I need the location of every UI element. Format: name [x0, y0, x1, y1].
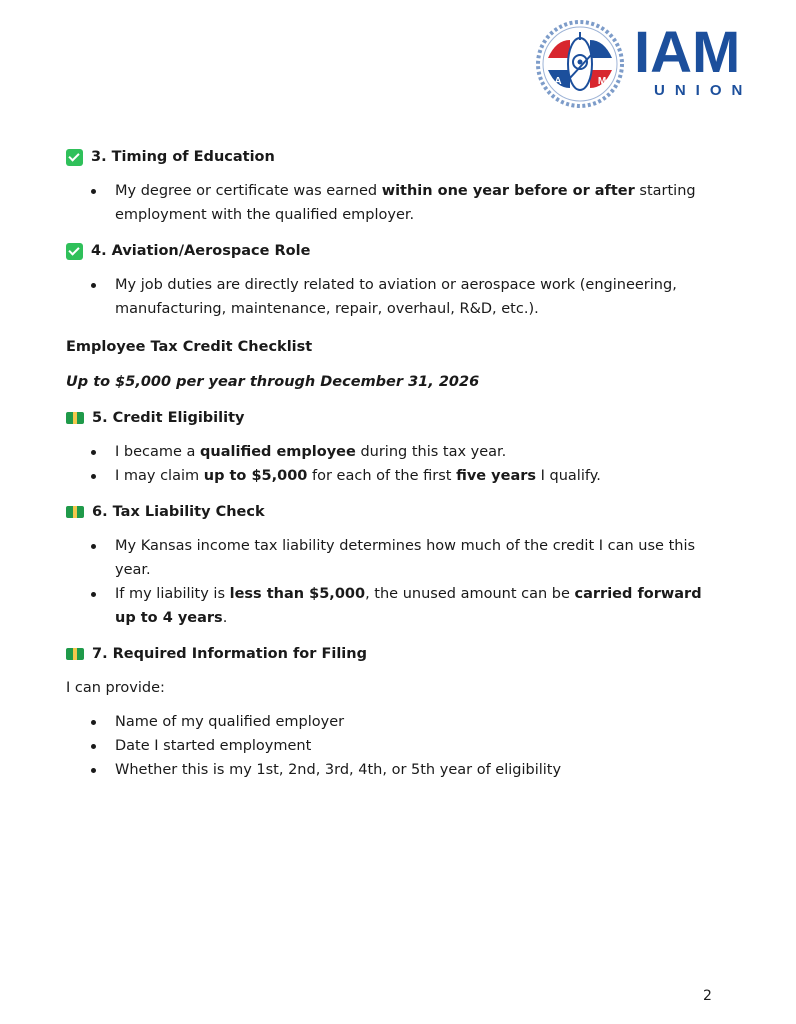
- bullet-list: [66, 710, 726, 782]
- iam-union-logo: [534, 18, 764, 110]
- list-item: [66, 440, 726, 464]
- list-item: [66, 582, 726, 630]
- bullet-list: [66, 440, 726, 488]
- section-heading: [66, 145, 726, 169]
- text-run: I may claim: [115, 468, 204, 484]
- text-run: My Kansas income tax liability determines how much of the credit I can use this year.: [115, 538, 696, 578]
- text-run: Name of my qualified employer: [115, 714, 345, 730]
- section-intro: I can provide:: [66, 680, 165, 696]
- list-item: [66, 273, 726, 321]
- checklist-section: [66, 642, 726, 782]
- section-heading-text: 3. Timing of Education: [91, 149, 275, 165]
- list-item: [66, 464, 726, 488]
- bold-text: less than $5,000: [229, 586, 366, 602]
- section-heading: [66, 642, 726, 666]
- section-heading-text: 7. Required Information for Filing: [92, 646, 367, 662]
- text-run: , the unused amount can be: [365, 586, 575, 602]
- section-heading: [66, 406, 726, 430]
- section-heading-text: 4. Aviation/Aerospace Role: [91, 243, 311, 259]
- text-run: I qualify.: [536, 468, 601, 484]
- text-run: starting employment with the qualified employer.: [115, 183, 696, 223]
- checklist-subtitle: Up to $5,000 per year through December 31, 2026: [66, 374, 480, 390]
- bold-text: five years: [456, 468, 537, 484]
- bold-text: carried forward up to 4 years: [115, 586, 702, 626]
- money-icon: [66, 648, 84, 660]
- credit-sections: [66, 406, 726, 782]
- iam-seal-icon: [534, 18, 626, 110]
- seal-letter-a: A: [554, 76, 562, 87]
- bold-text: up to $5,000: [203, 468, 308, 484]
- check-box-icon: [66, 149, 83, 166]
- text-run: If my liability is: [115, 586, 230, 602]
- section-heading: [66, 239, 726, 263]
- text-run: My job duties are directly related to aviation or aerospace work (engineering, manufacturing, maintenance, repair, overhaul, R&D, etc.).: [115, 277, 677, 317]
- section-heading: [66, 500, 726, 524]
- money-icon: [66, 412, 84, 424]
- logo-subtitle: UNION: [654, 82, 753, 99]
- checklist-title: Employee Tax Credit Checklist: [66, 339, 313, 355]
- text-run: during this tax year.: [355, 444, 507, 460]
- text-run: .: [222, 610, 228, 626]
- bullet-list: [66, 534, 726, 630]
- text-run: for each of the first: [307, 468, 457, 484]
- list-item: [66, 710, 726, 734]
- seal-letter-m: M: [597, 76, 607, 87]
- logo-wordmark: IAM: [634, 20, 741, 85]
- money-icon: [66, 506, 84, 518]
- checklist-section: [66, 239, 726, 321]
- list-item: [66, 179, 726, 227]
- list-item: [66, 734, 726, 758]
- check-box-icon: [66, 243, 83, 260]
- text-run: Whether this is my 1st, 2nd, 3rd, 4th, or 5th year of eligibility: [115, 762, 562, 778]
- bold-text: within one year before or after: [381, 183, 635, 199]
- checklist-section: [66, 406, 726, 488]
- text-run: Date I started employment: [115, 738, 312, 754]
- bullet-list: [66, 179, 726, 227]
- bold-text: qualified employee: [200, 444, 356, 460]
- document-body: [66, 145, 726, 782]
- bullet-list: [66, 273, 726, 321]
- page-number: 2: [703, 988, 712, 1004]
- list-item: [66, 758, 726, 782]
- list-item: [66, 534, 726, 582]
- checklist-section: [66, 500, 726, 630]
- text-run: I became a: [115, 444, 201, 460]
- section-heading-text: 6. Tax Liability Check: [92, 504, 265, 520]
- education-sections: [66, 145, 726, 321]
- section-heading-text: 5. Credit Eligibility: [92, 410, 245, 426]
- text-run: My degree or certificate was earned: [115, 183, 382, 199]
- checklist-section: [66, 145, 726, 227]
